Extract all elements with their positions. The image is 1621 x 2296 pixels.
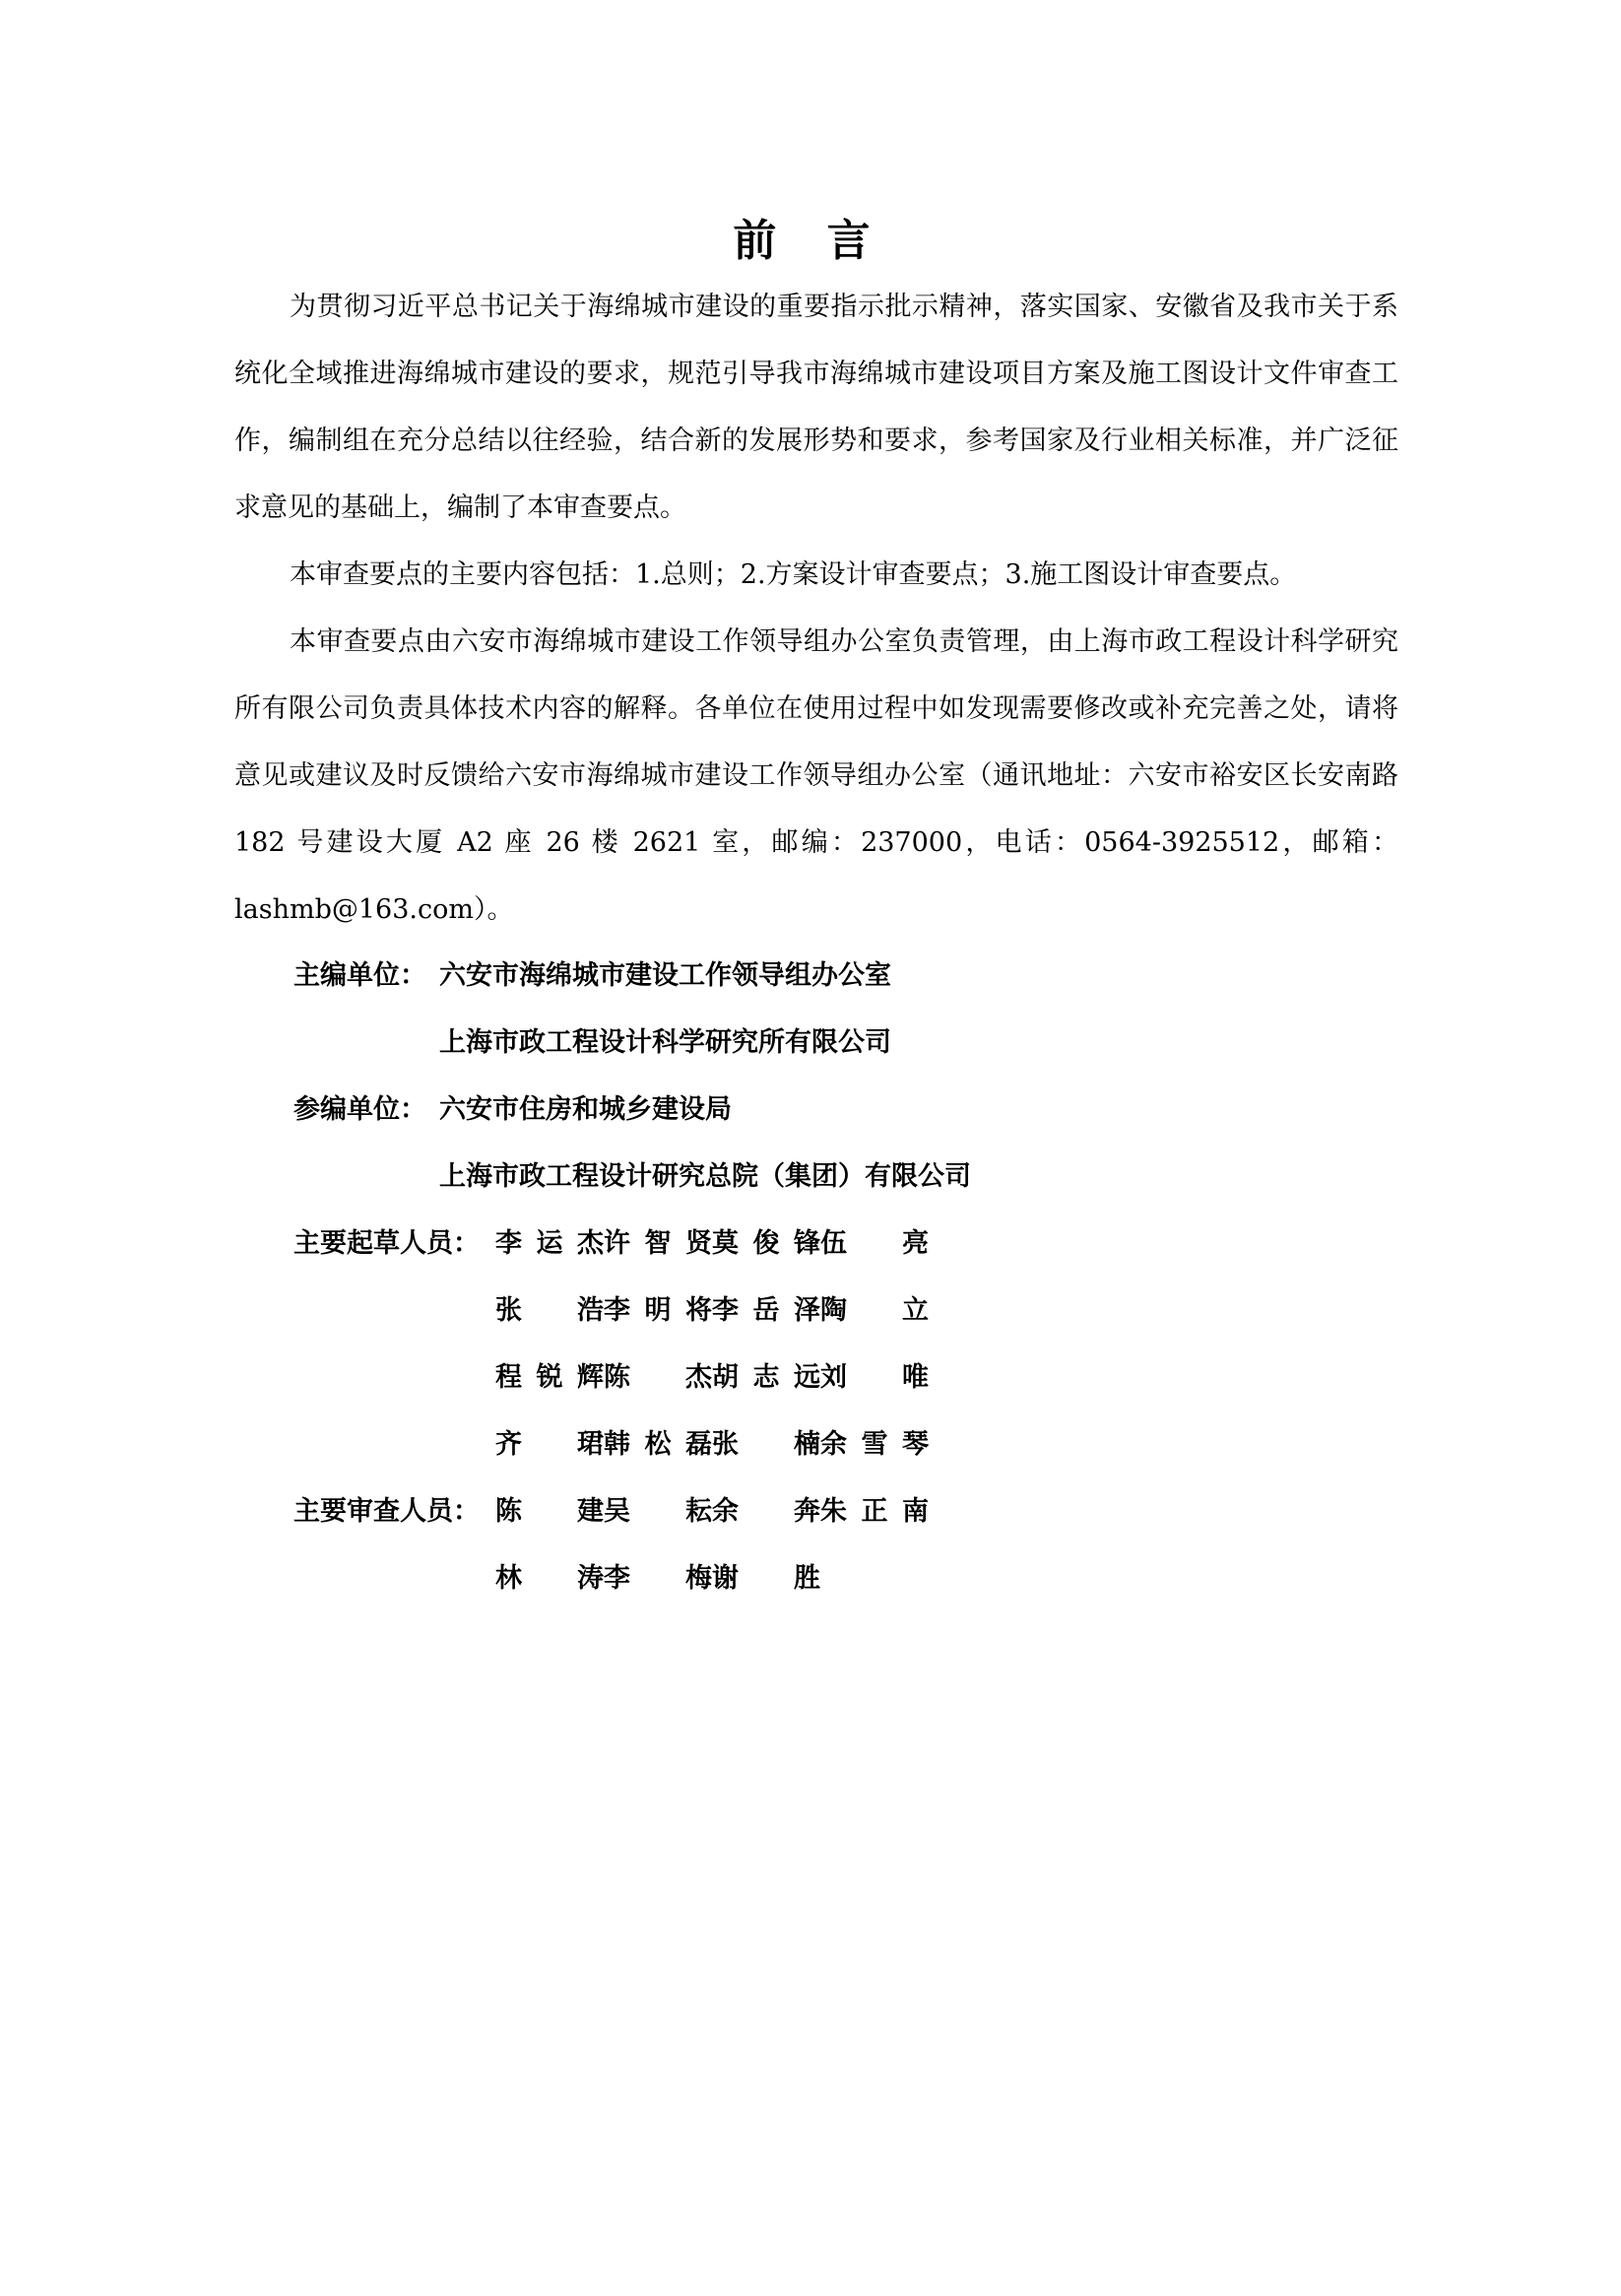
drafter-name: 陶 立 — [820, 1295, 929, 1326]
drafter-name: 陈 杰 — [604, 1362, 712, 1393]
drafters-row — [495, 1211, 929, 1278]
reviewers-row — [495, 1545, 820, 1612]
drafters-row — [495, 1345, 929, 1411]
management-paragraph: 本审查要点由六安市海绵城市建设工作领导组办公室负责管理，由上海市政工程设计科学研究所有限公司负责具体技术内容的解释。各单位在使用过程中如发现需要修改或补充完善之处，请将意见或建议及时反馈给六安市海绵城市建设工作领导组办公室（通讯地址：六安市裕安区长安南路 182 号建设大厦 A2 座 26 楼 2621 室，邮编：237000，电话：0564-3925512，邮箱：lashmb@163.com）。 — [234, 626, 1398, 925]
chief-editor-label: 主编单位： — [293, 960, 426, 991]
drafter-name: 伍 亮 — [820, 1228, 929, 1259]
reviewer-name: 余 奔 — [712, 1496, 820, 1527]
drafter-name: 胡志远 — [712, 1362, 820, 1393]
drafter-name: 李运杰 — [495, 1228, 604, 1259]
drafter-name: 莫俊锋 — [712, 1228, 820, 1259]
reviewer-name: 朱正南 — [820, 1496, 929, 1527]
drafters-row — [495, 1278, 929, 1345]
intro-paragraph: 为贯彻习近平总书记关于海绵城市建设的重要指示批示精神，落实国家、安徽省及我市关于系统化全域推进海绵城市建设的要求，规范引导我市海绵城市建设项目方案及施工图设计文件审查工作，编制组在充分总结以往经验，结合新的发展形势和要求，参考国家及行业相关标准，并广泛征求意见的基础上，编制了本审查要点。 — [234, 292, 1398, 523]
drafters-label: 主要起草人员： — [293, 1228, 480, 1259]
reviewers-label: 主要审查人员： — [293, 1496, 480, 1527]
participating-row-2 — [293, 1144, 971, 1211]
drafter-name: 张 浩 — [495, 1295, 604, 1326]
drafter-name: 张 楠 — [712, 1429, 820, 1460]
reviewer-name: 林 涛 — [495, 1563, 604, 1594]
drafter-name: 程锐辉 — [495, 1362, 604, 1393]
drafter-name: 李明将 — [604, 1295, 712, 1326]
drafters-row — [495, 1411, 929, 1478]
reviewer-name: 陈 建 — [495, 1496, 604, 1527]
participating-unit: 六安市住房和城乡建设局 — [439, 1094, 732, 1125]
participating-label: 参编单位： — [293, 1094, 426, 1125]
drafters-label-row — [293, 1211, 495, 1278]
page-title: 前 言 — [733, 216, 888, 266]
drafter-name: 许智贤 — [604, 1228, 712, 1259]
reviewer-name: 李 梅 — [604, 1563, 712, 1594]
chief-editor-unit: 上海市政工程设计科学研究所有限公司 — [439, 1027, 891, 1058]
reviewer-name: 谢 胜 — [712, 1563, 820, 1594]
drafter-name: 韩松磊 — [604, 1429, 712, 1460]
chief-editor-row-1 — [293, 943, 891, 1010]
contents-paragraph: 本审查要点的主要内容包括：1.总则；2.方案设计审查要点；3.施工图设计审查要点。 — [290, 559, 1297, 590]
drafter-name: 齐 珺 — [495, 1429, 604, 1460]
chief-editor-row-2 — [293, 1010, 891, 1077]
drafter-name: 余雪琴 — [820, 1429, 929, 1460]
reviewer-name: 吴 耘 — [604, 1496, 712, 1527]
reviewers-label-row — [293, 1478, 495, 1545]
participating-unit: 上海市政工程设计研究总院（集团）有限公司 — [439, 1161, 971, 1192]
participating-row-1 — [293, 1077, 732, 1144]
drafter-name: 刘 唯 — [820, 1362, 929, 1393]
chief-editor-unit: 六安市海绵城市建设工作领导组办公室 — [439, 960, 891, 991]
drafter-name: 李岳泽 — [712, 1295, 820, 1326]
reviewers-row — [495, 1478, 929, 1545]
